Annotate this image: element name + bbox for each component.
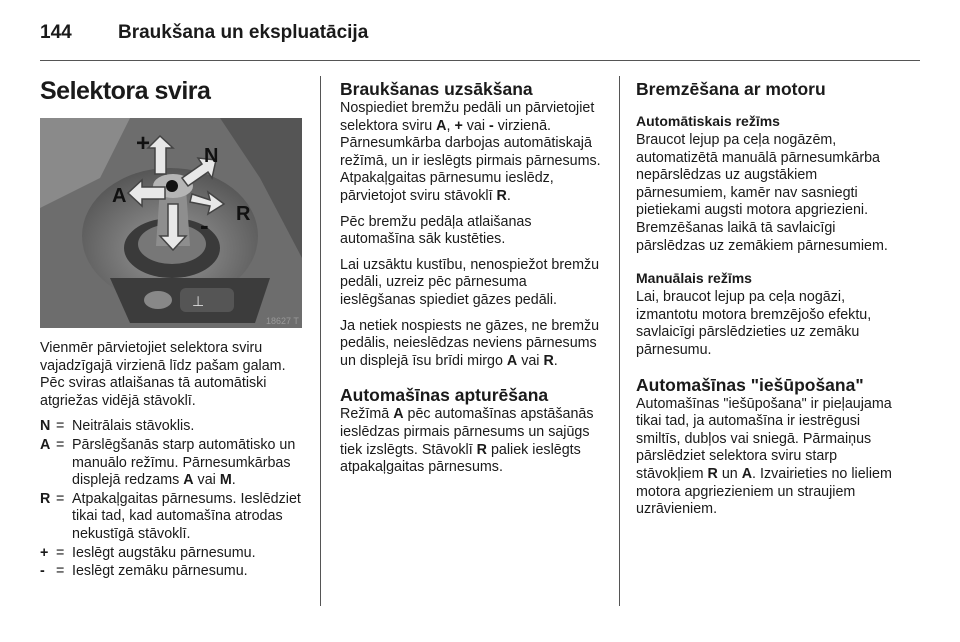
column-1 <box>40 76 302 582</box>
svg-text:⊥: ⊥ <box>192 294 205 310</box>
definition-item: + = Ieslēgt augstāku pārnesumu. <box>40 544 256 561</box>
section-heading-stop: Automašīnas apturēšana <box>340 385 549 406</box>
subheading-manual-mode: Manuālais režīms <box>636 270 752 287</box>
start-paragraph-3: Lai uzsāktu kustību, nenospiežot bremžu pedāli, uzreiz pēc pārnesuma ieslēgšanas spiediet gāzes pedāli. <box>340 256 600 308</box>
rocking-paragraph: Automašīnas "iešūpošana" ir pieļaujama tikai tad, ja automašīna ir iestrēgusi smiltīs, dubļos vai sniegā. Pārmaiņus pārslēdziet selektora sviru starp stāvokļiem R un A. Izvairieties no lieliem motora apgriezieniem un straujiem uzrāvieniem. <box>636 395 892 518</box>
selector-lever-figure <box>40 118 302 328</box>
figure-label-plus: + <box>136 130 151 157</box>
column-divider-1 <box>320 76 321 606</box>
section-heading-start: Braukšanas uzsākšana <box>340 79 533 99</box>
column-3 <box>636 76 906 527</box>
manual-mode-paragraph: Lai, braucot lejup pa ceļa nogāzi, izmantotu motora bremzējošo efektu, savlaicīgi pārslēdzieties uz zemāku pārnesumu. <box>636 289 872 358</box>
page-number: 144 <box>40 22 72 43</box>
start-paragraph-2: Pēc bremžu pedāļa atlaišanas automašīna sāk kustēties. <box>340 213 532 248</box>
chapter-title: Braukšana un ekspluatācija <box>118 22 369 43</box>
figure-label-a: A <box>112 185 127 207</box>
definition-list <box>40 418 302 580</box>
selector-lever-illustration <box>40 118 302 328</box>
automatic-mode-paragraph: Braucot lejup pa ceļa nogāzēm, automatizētā manuālā pārnesumkārba nepārslēdzas uz augstākiem pārnesumiem, kamēr nav sasniegti pietiekami augsti motora apgriezieni. Bremzēšanas laikā tā savlaicīgi pārslēdzas uz zemākiem pārnesumiem. <box>636 132 888 254</box>
start-paragraph-1: Nospiediet bremžu pedāli un pārvietojiet selektora sviru A, + vai - virzienā. Pārnesumkārba darbojas automātiskajā režīmā, un ir ieslēgts pirmais pārnesums. Atpakaļgaitas pārnesumu ieslēdz, pārvietojot sviru stāvoklī R. <box>340 100 601 204</box>
subheading-automatic-mode: Automātiskais režīms <box>636 113 780 129</box>
figure-code: 18627 T <box>266 316 299 326</box>
section-heading-engine-braking: Bremzēšana ar motoru <box>636 79 826 99</box>
figure-label-r: R <box>236 203 251 225</box>
header-rule <box>40 60 920 61</box>
stop-paragraph: Režīmā A pēc automašīnas apstāšanās ieslēdzas pirmais pārnesums un sajūgs tiek izslēgts. Stāvoklī R paliek ieslēgts atpakaļgaitas pārnesums. <box>340 406 594 476</box>
definition-item: R = Atpakaļgaitas pārnesums. Ieslēdziet tikai tad, kad automašīna atrodas nekustīgā stāvoklī. <box>40 490 301 542</box>
figure-label-minus: - <box>200 210 209 240</box>
start-paragraph-4: Ja netiek nospiests ne gāzes, ne bremžu pedālis, neieslēdzas neviens pārnesums un displejā īsu brīdi mirgo A vai R. <box>340 317 600 369</box>
definition-item: A = Pārslēgšanās starp automātisko un manuālo režīmu. Pārnesumkārbas displejā redzams A vai M. <box>40 436 296 489</box>
lever-knob-icon <box>166 180 178 192</box>
page-header <box>40 22 920 52</box>
figure-label-n: N <box>204 145 219 167</box>
definition-item: N = Neitrālais stāvoklis. <box>40 418 195 435</box>
section-heading-rocking: Automašīnas "iešūpošana" <box>636 374 864 395</box>
column-divider-2 <box>619 76 620 606</box>
section-heading-selector: Selektora svira <box>40 77 211 105</box>
column-2 <box>340 76 602 485</box>
intro-paragraph: Vienmēr pārvietojiet selektora sviru vajadzīgajā virzienā līdz pašam galam. Pēc sviras atlaišanas tā automātiski atgriežas vidējā stāvoklī. <box>40 340 286 409</box>
definition-item: - = Ieslēgt zemāku pārnesumu. <box>40 563 248 580</box>
